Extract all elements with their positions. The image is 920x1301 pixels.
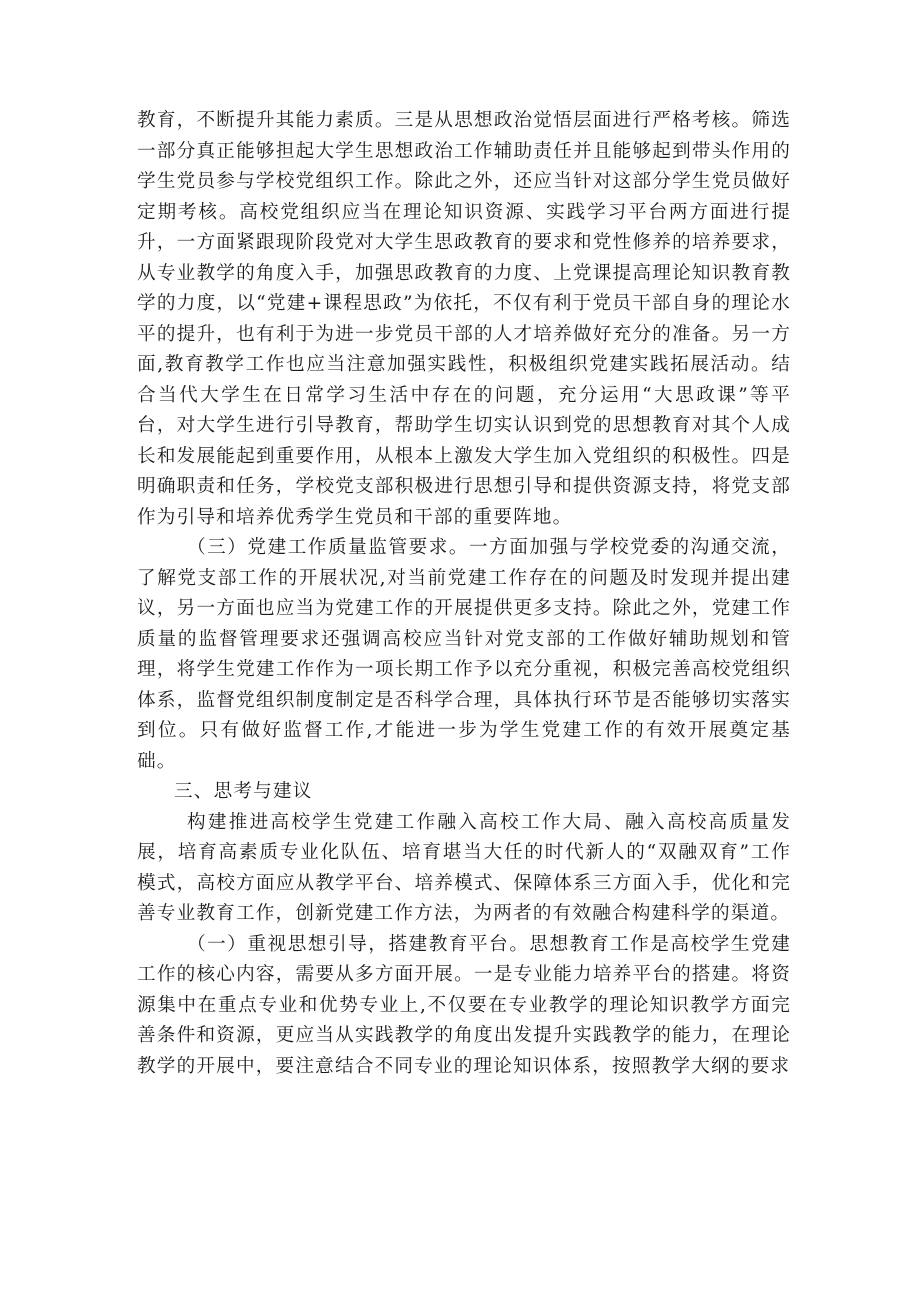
paragraph-continuation: 教育，不断提升其能力素质。三是从思想政治觉悟层面进行严格考核。筛选一部分真正能够担起大学生思想政治工作辅助责任并且能够起到带头作用的学生党员参与学校党组织工作。除此之外，还应当针对这部分学生党员做好定期考核。高校党组织应当在理论知识资源、实践学习平台两方面进行提升，一方面紧跟现阶段党对大学生思政教育的要求和党性修养的培养要求，从专业教学的角度入手，加强思政教育的力度、上党课提高理论知识教育教学的力度，以“党建+课程思政”为依托，不仅有利于党员干部自身的理论水平的提升，也有利于为进一步党员干部的人才培养做好充分的准备。另一方面,教育教学工作也应当注意加强实践性，积极组织党建实践拓展活动。结合当代大学生在日常学习生活中存在的问题，充分运用“大思政课”等平台，对大学生进行引导教育，帮助学生切实认识到党的思想教育对其个人成长和发展能起到重要作用，从根本上激发大学生加入党组织的积极性。四是明确职责和任务，学校党支部积极进行思想引导和提供资源支持，将党支部作为引导和培养优秀学生党员和干部的重要阵地。 <box>137 110 791 528</box>
paragraph-quality-supervision: （三）党建工作质量监管要求。一方面加强与学校党委的沟通交流，了解党支部工作的开展状况,对当前党建工作存在的问题及时发现并提出建议，另一方面也应当为党建工作的开展提供更多支持。除此之外，党建工作质量的监督管理要求还强调高校应当针对党支部的工作做好辅助规划和管理，将学生党建工作作为一项长期工作予以充分重视，积极完善高校党组织体系，监督党组织制度制定是否科学合理，具体执行环节是否能够切实落实到位。只有做好监督工作,才能进一步为学生党建工作的有效开展奠定基础。 <box>137 537 791 772</box>
paragraph-education-platform: （一）重视思想引导，搭建教育平台。思想教育工作是高校学生党建工作的核心内容，需要从多方面开展。一是专业能力培养平台的搭建。将资源集中在重点专业和优势专业上,不仅要在专业教学的理论知识教学方面完善条件和资源，更应当从实践教学的角度出发提升实践教学的能力，在理论教学的开展中，要注意结合不同专业的理论知识体系，按照教学大纲的要求 <box>137 933 791 1077</box>
paragraph-model-overview: 构建推进高校学生党建工作融入高校工作大局、融入高校高质量发展，培育高素质专业化队伍、培育堪当大任的时代新人的“双融双育”工作模式，高校方面应从教学平台、培养模式、保障体系三方面入手，优化和完善专业教育工作，创新党建工作方法，为两者的有效融合构建科学的渠道。 <box>137 811 791 924</box>
document-body <box>137 106 791 1082</box>
section-heading: 三、思考与建议 <box>174 781 313 802</box>
